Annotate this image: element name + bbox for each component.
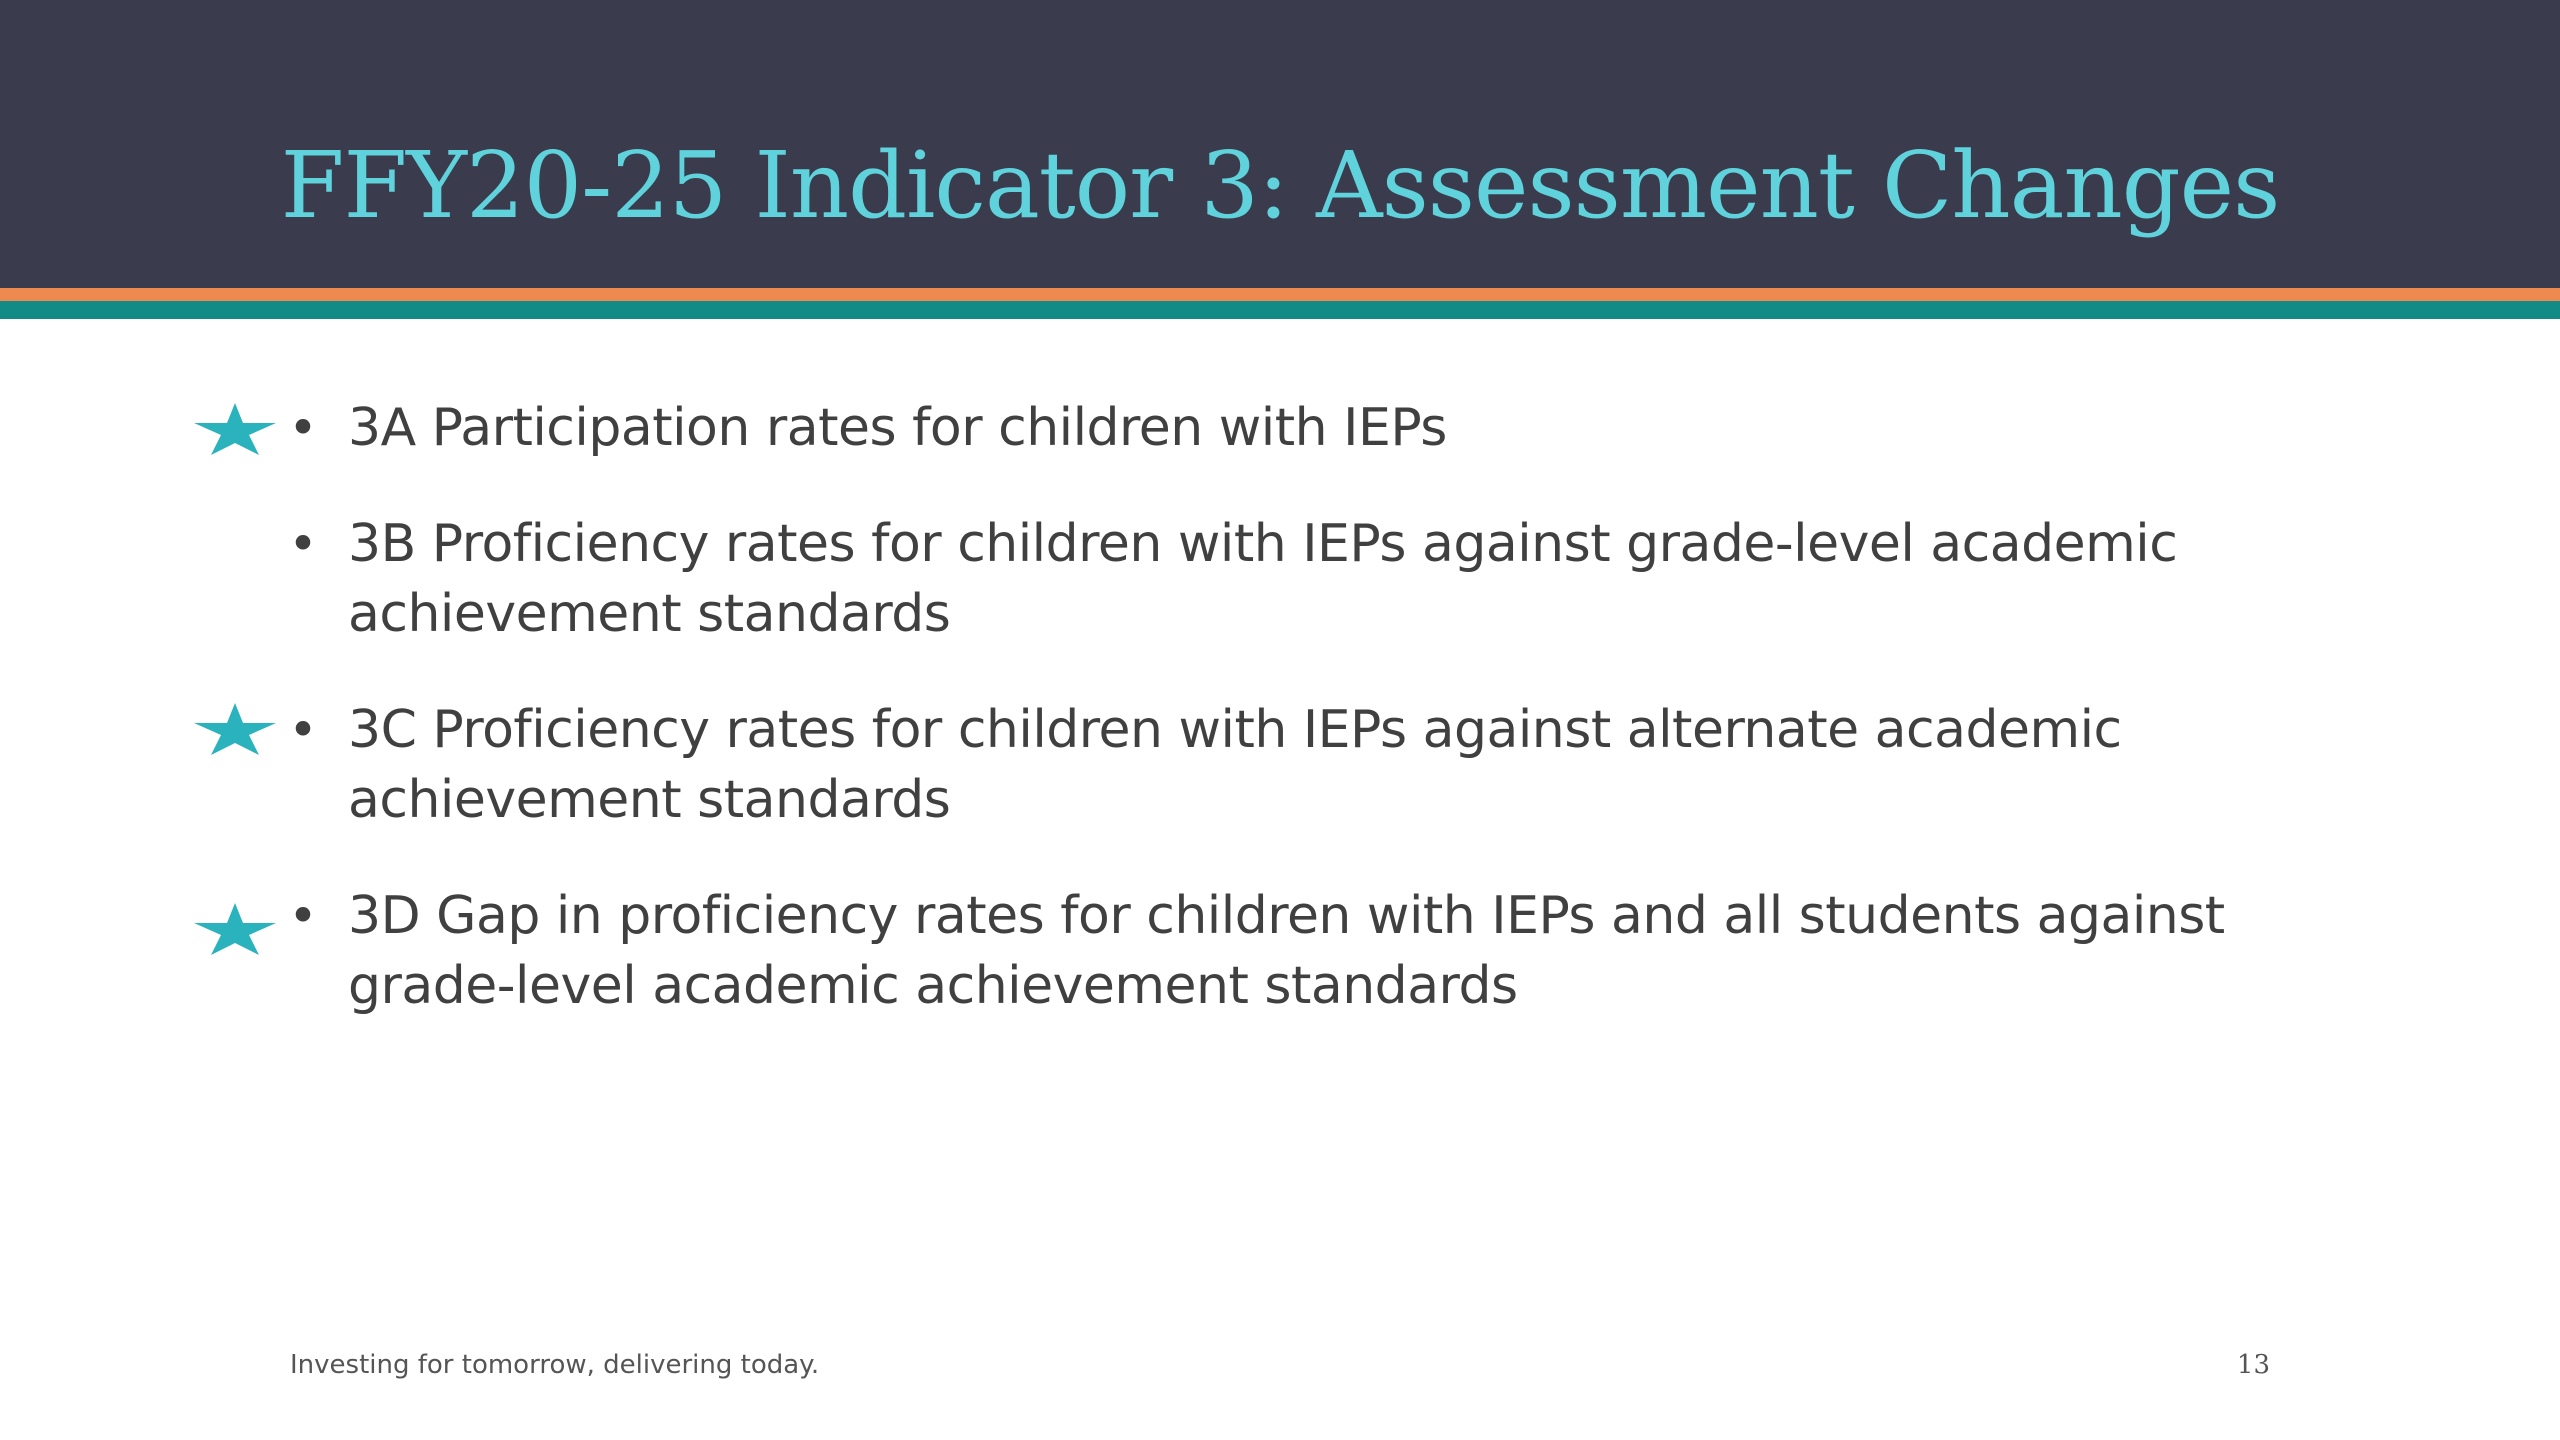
page-number: 13 — [2236, 1350, 2270, 1380]
star-icon — [192, 901, 278, 957]
star-icon — [192, 401, 278, 457]
footer-tagline: Investing for tomorrow, delivering today. — [290, 1350, 820, 1380]
bullet-dot: • — [288, 399, 318, 457]
bullet-text-3a: 3A Participation rates for children with IEPs — [348, 398, 1447, 458]
bullet-text-3b: 3B Proficiency rates for children with IEPs against grade-level academic achievement standards — [348, 514, 2178, 644]
bullet-text-3c: 3C Proficiency rates for children with IEPs against alternate academic achievement standards — [348, 700, 2122, 830]
bullet-dot: • — [288, 887, 318, 945]
bullet-dot: • — [288, 701, 318, 759]
slide-title: FFY20-25 Indicator 3: Assessment Changes — [280, 132, 2280, 239]
bullet-dot: • — [288, 515, 318, 573]
bullet-text-3d: 3D Gap in proficiency rates for children with IEPs and all students against grade-level academic achievement standards — [348, 886, 2225, 1016]
star-icon — [192, 701, 278, 757]
